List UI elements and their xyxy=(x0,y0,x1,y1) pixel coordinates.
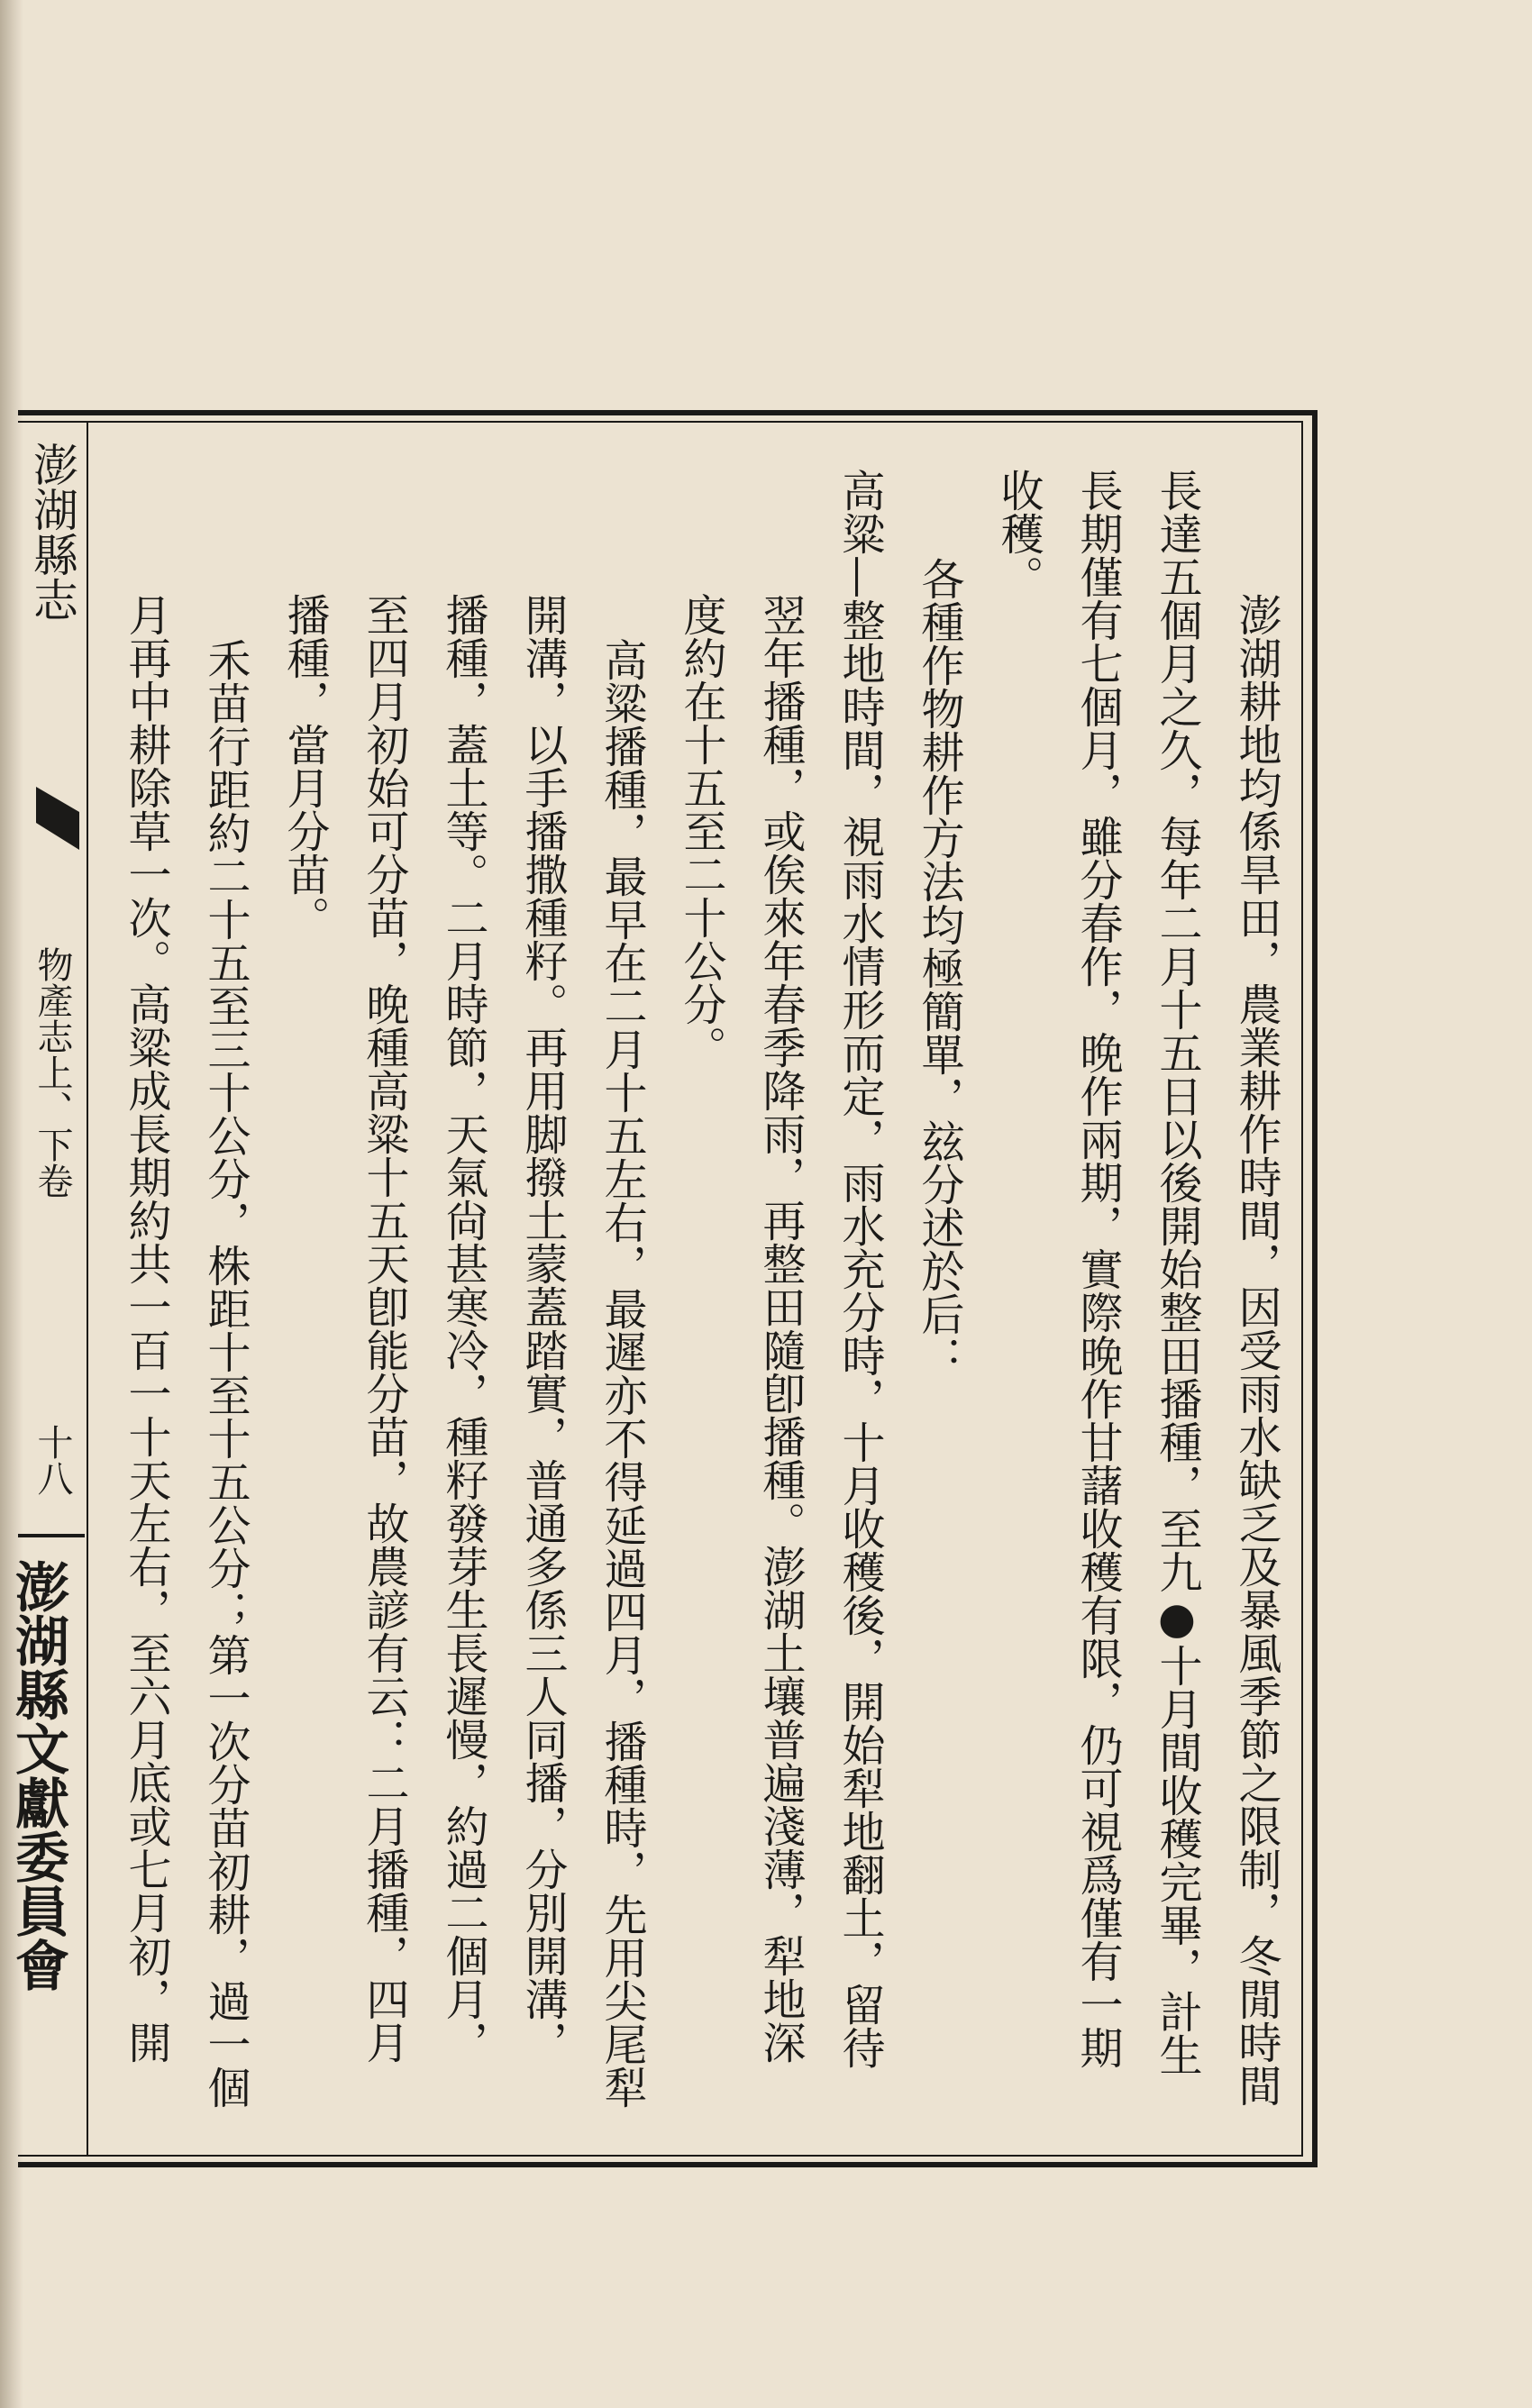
fish-tail-ornament-icon xyxy=(36,787,79,850)
page-number: 十八 xyxy=(32,1424,73,1496)
section-title: 物產志上、下卷 xyxy=(32,946,73,1199)
text-column-12: 至四月初始可分苗，晚種高粱十五天卽能分苗，故農諺有云：二月播種，四月 xyxy=(359,550,409,2064)
text-column-1: 澎湖耕地均係旱田，農業耕作時間，因受雨水缺乏及暴風季節之限制，冬閒時間 xyxy=(1231,550,1281,2107)
text-column-3: 長期僅有七個月，雖分春作，晚作兩期，實際晚作甘藷收穫有限，仍可視爲僅有一期 xyxy=(1072,469,1123,2069)
text-column-14: 禾苗行距約二十五至三十公分，株距十至十五公分；第一次分苗初耕，過一個 xyxy=(200,595,251,2109)
text-column-2: 長達五個月之久，每年二月十五日以後開始整田播種，至九●十月間收穫完畢，計生 xyxy=(1152,469,1202,2076)
text-column-15: 月再中耕除草一次。高粱成長期約共一百一十天左右，至六月底或七月初，開 xyxy=(121,550,171,2064)
text-column-8: 度約在十五至二十公分。 xyxy=(676,550,726,1069)
text-column-13: 播種，當月分苗。 xyxy=(279,550,330,939)
book-title: 澎湖縣志 xyxy=(26,442,78,622)
text-column-11: 播種，蓋土等。二月時節，天氣尙甚寒冷，種籽發芽生長遲慢，約過二個月， xyxy=(438,550,488,2064)
text-column-9: 高粱播種，最早在二月十五左右，最遲亦不得延過四月，播種時，先用尖尾犁 xyxy=(597,595,647,2109)
text-column-5: 各種作物耕作方法均極簡單，玆分述於后： xyxy=(914,514,964,1379)
margin-rule xyxy=(87,421,88,2157)
text-column-7: 翌年播種，或俟來年春季降雨，再整田隨卽播種。澎湖土壤普遍淺薄，犁地深 xyxy=(755,550,806,2064)
publisher-name: 澎湖縣文獻委員會 xyxy=(6,1559,69,1992)
text-column-10: 開溝，以手播撒種籽。再用脚撥土蒙蓋踏實，普通多係三人同播，分別開溝， xyxy=(517,550,568,2064)
text-column-4: 收穫。 xyxy=(993,469,1044,598)
text-column-6: 高粱—整地時間，視雨水情形而定，雨水充分時，十月收穫後，開始犁地翻土，留待 xyxy=(834,469,885,2069)
